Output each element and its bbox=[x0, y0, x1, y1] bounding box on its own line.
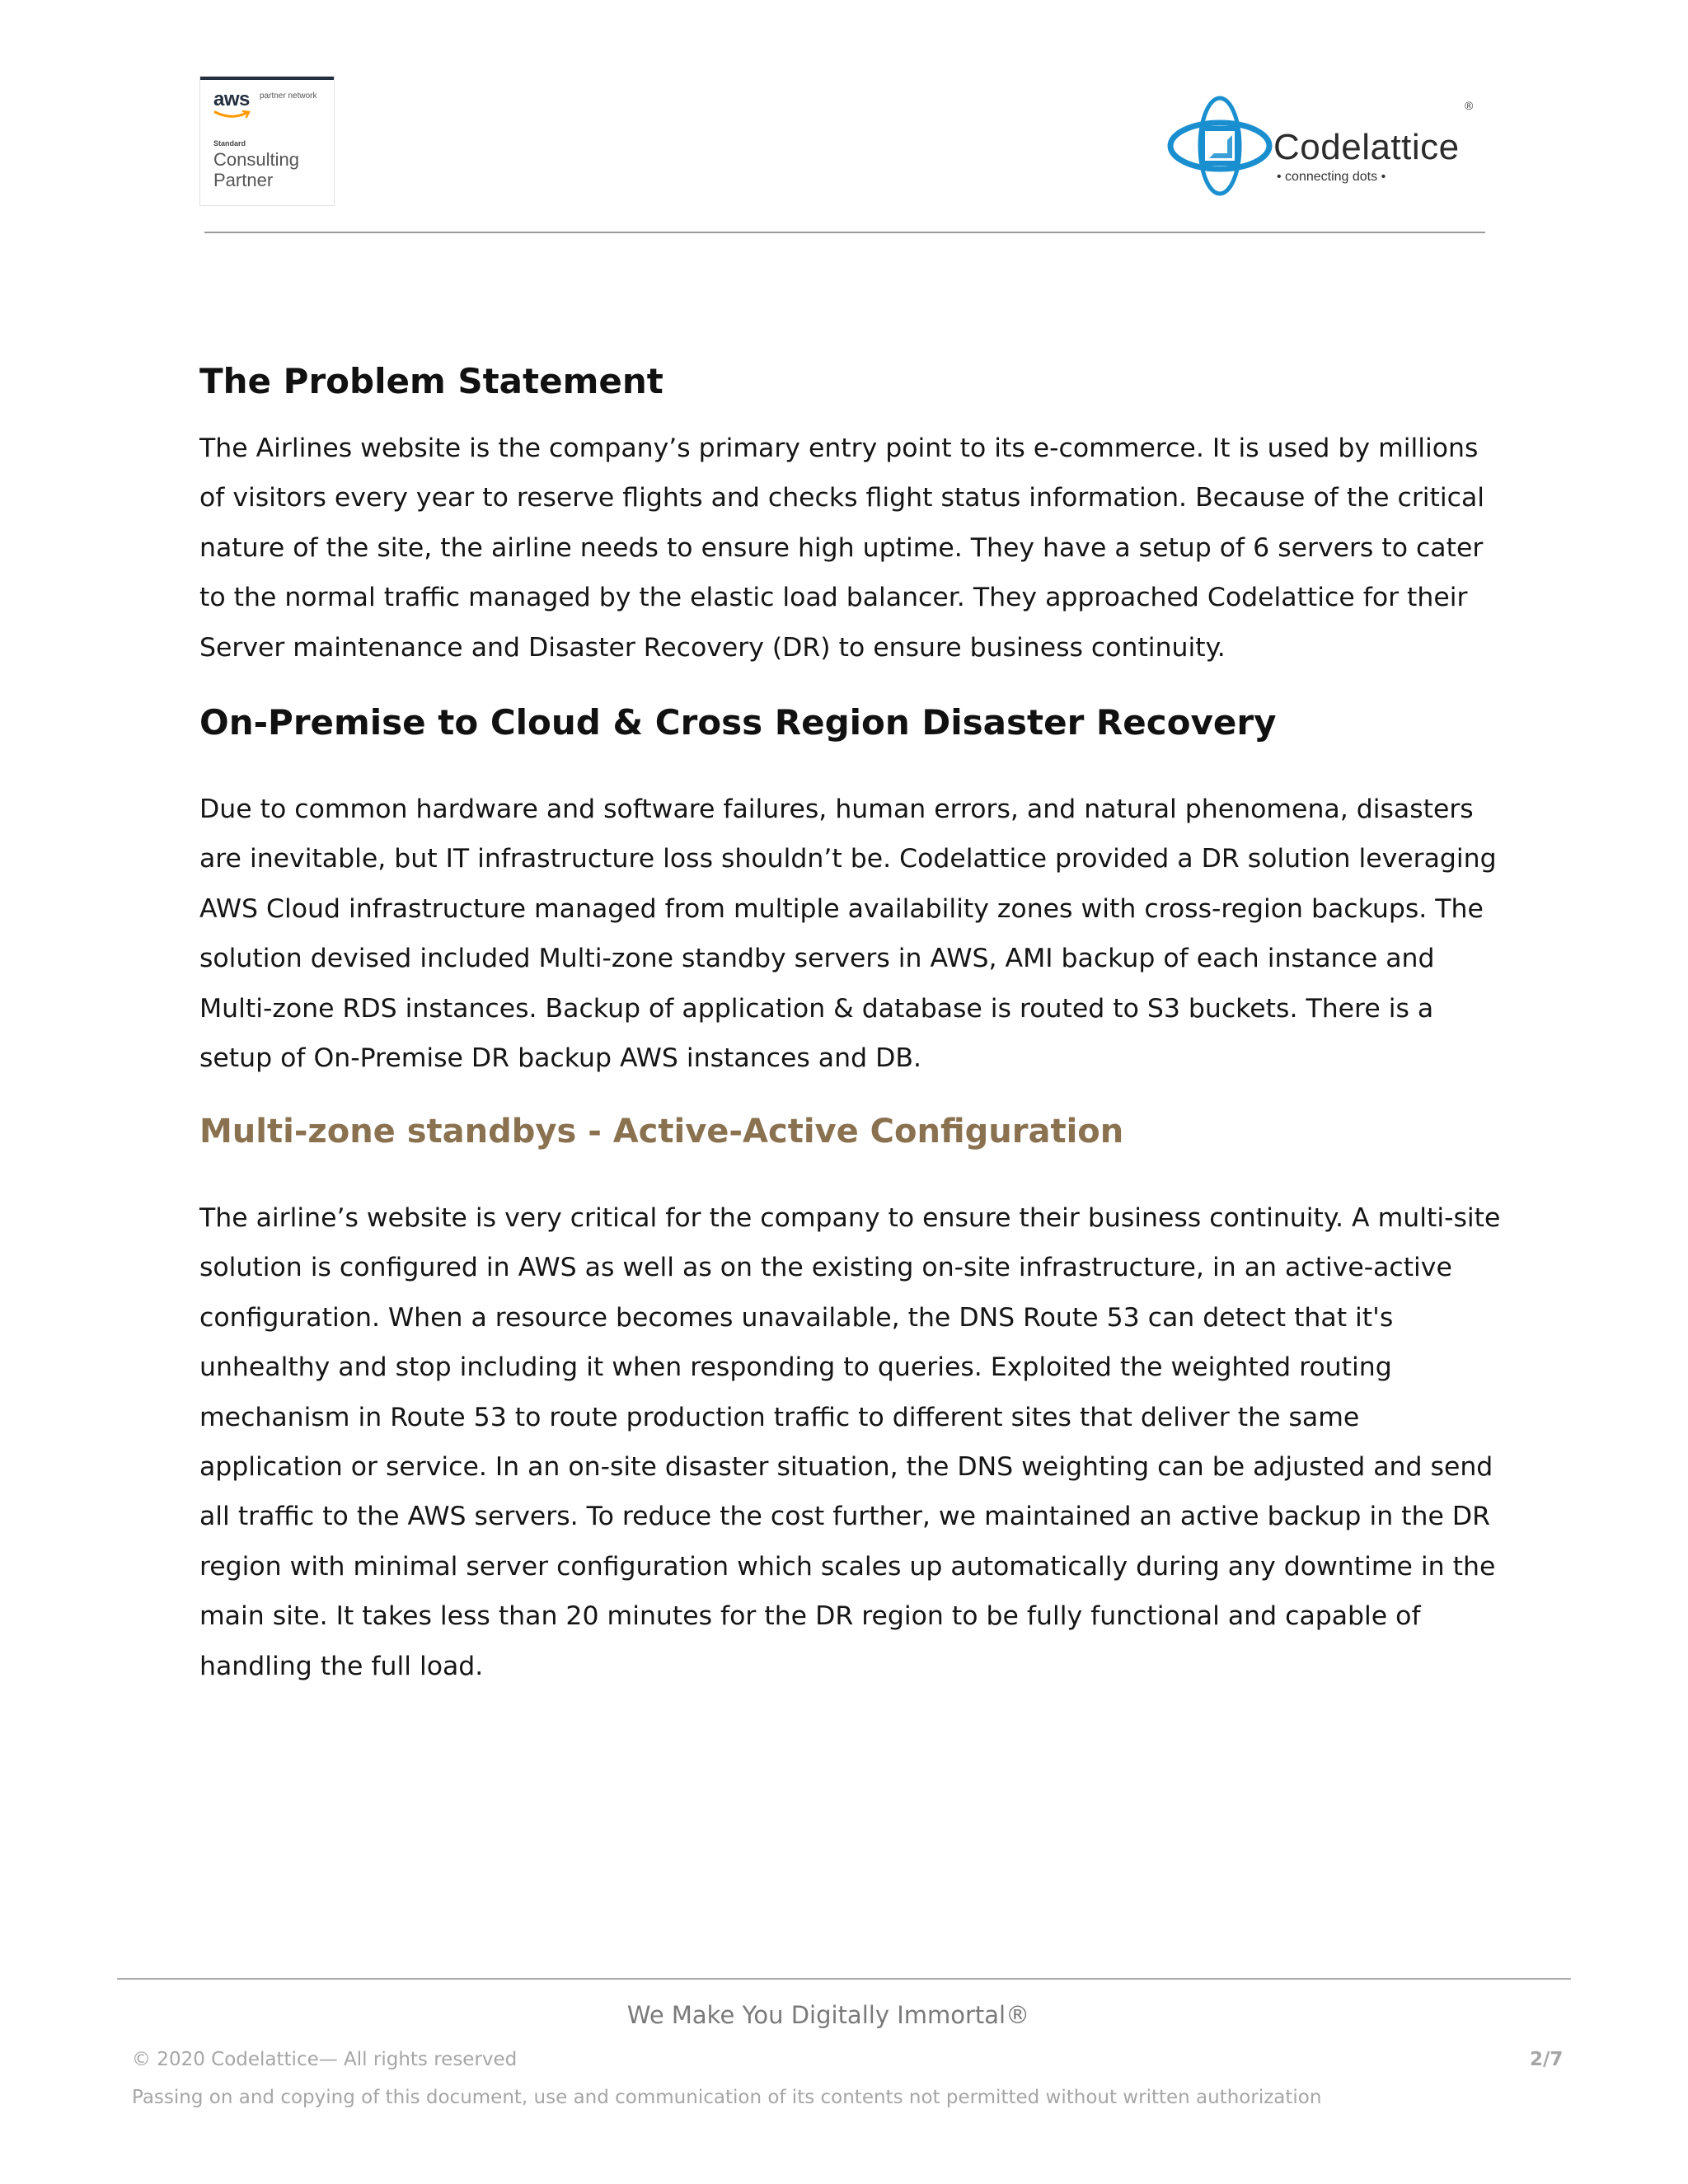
problem-paragraph: The Airlines website is the company’s primary entry point to its e-commerce. It is used by millions of visitors every year to reserve flights and checks flight status information. Because of the critical nature of the site, the airline needs to ensure high uptime. They have a setup of 6 servers to cater to the normal traffic managed by the elastic load balancer. They approached Codelattice for their Server maintenance and Disaster Recovery (DR) to ensure business continuity. bbox=[199, 434, 1485, 663]
problem-heading: The Problem Statement bbox=[199, 361, 663, 401]
aws-wordmark: aws bbox=[213, 88, 250, 110]
partner-type: Consulting Partner bbox=[213, 149, 299, 190]
codelattice-tagline: • connecting dots • bbox=[1277, 170, 1386, 184]
footer-slogan: We Make You Digitally Immortal® bbox=[626, 2001, 1030, 2029]
badge-top-bar bbox=[200, 77, 334, 80]
aws-smile-icon bbox=[213, 110, 251, 120]
codelattice-logo bbox=[1166, 92, 1479, 199]
codelattice-mark-icon bbox=[1166, 92, 1273, 199]
dr-paragraph: Due to common hardware and software failures, human errors, and natural phenomena, disasters are inevitable, but IT infrastructure loss shouldn’t be. Codelattice provided a DR solution leveraging AWS Cloud infrastructure managed from multiple availability zones with cross-region backups. The solution devised included Multi-zone standby servers in AWS, AMI backup of each instance and Multi-zone RDS instances. Backup of application & database is routed to S3 buckets. There is a setup of On-Premise DR backup AWS instances and DB. bbox=[199, 794, 1497, 1074]
page-number: 2/7 bbox=[1530, 2049, 1564, 2070]
partner-tier: Standard bbox=[213, 139, 246, 148]
multizone-paragraph: The airline’s website is very critical for the company to ensure their business continuity. A multi-site solution is configured in AWS as well as on the existing on-site infrastructure, in an active-active configuration. When a resource becomes unavailable, the DNS Route 53 can detect that it's unhealthy and stop including it when responding to queries. Exploited the weighted routing mechanism in Route 53 to route production traffic to different sites that deliver the same application or service. In an on-site disaster situation, the DNS weighting can be adjusted and send all traffic to the AWS servers. To reduce the cost further, we maintained an active backup in the DR region with minimal server configuration which scales up automatically during any downtime in the main site. It takes less than 20 minutes for the DR region to be fully functional and capable of handling the full load. bbox=[199, 1203, 1501, 1681]
footer-copyright: © 2020 Codelattice— All rights reserved bbox=[132, 2049, 518, 2070]
footer-legal-notice: Passing on and copying of this document, use and communication of its contents not permitted without written authorization bbox=[132, 2087, 1322, 2108]
footer-divider bbox=[117, 1978, 1571, 1980]
codelattice-wordmark: Codelattice bbox=[1273, 127, 1460, 167]
aws-partner-badge bbox=[199, 76, 335, 206]
partner-network-label: partner network bbox=[260, 91, 317, 101]
header-divider bbox=[204, 232, 1485, 233]
multizone-heading: Multi-zone standbys - Active-Active Configuration bbox=[199, 1113, 1124, 1151]
registered-mark: ® bbox=[1465, 99, 1474, 112]
dr-heading: On-Premise to Cloud & Cross Region Disaster Recovery bbox=[199, 702, 1277, 743]
